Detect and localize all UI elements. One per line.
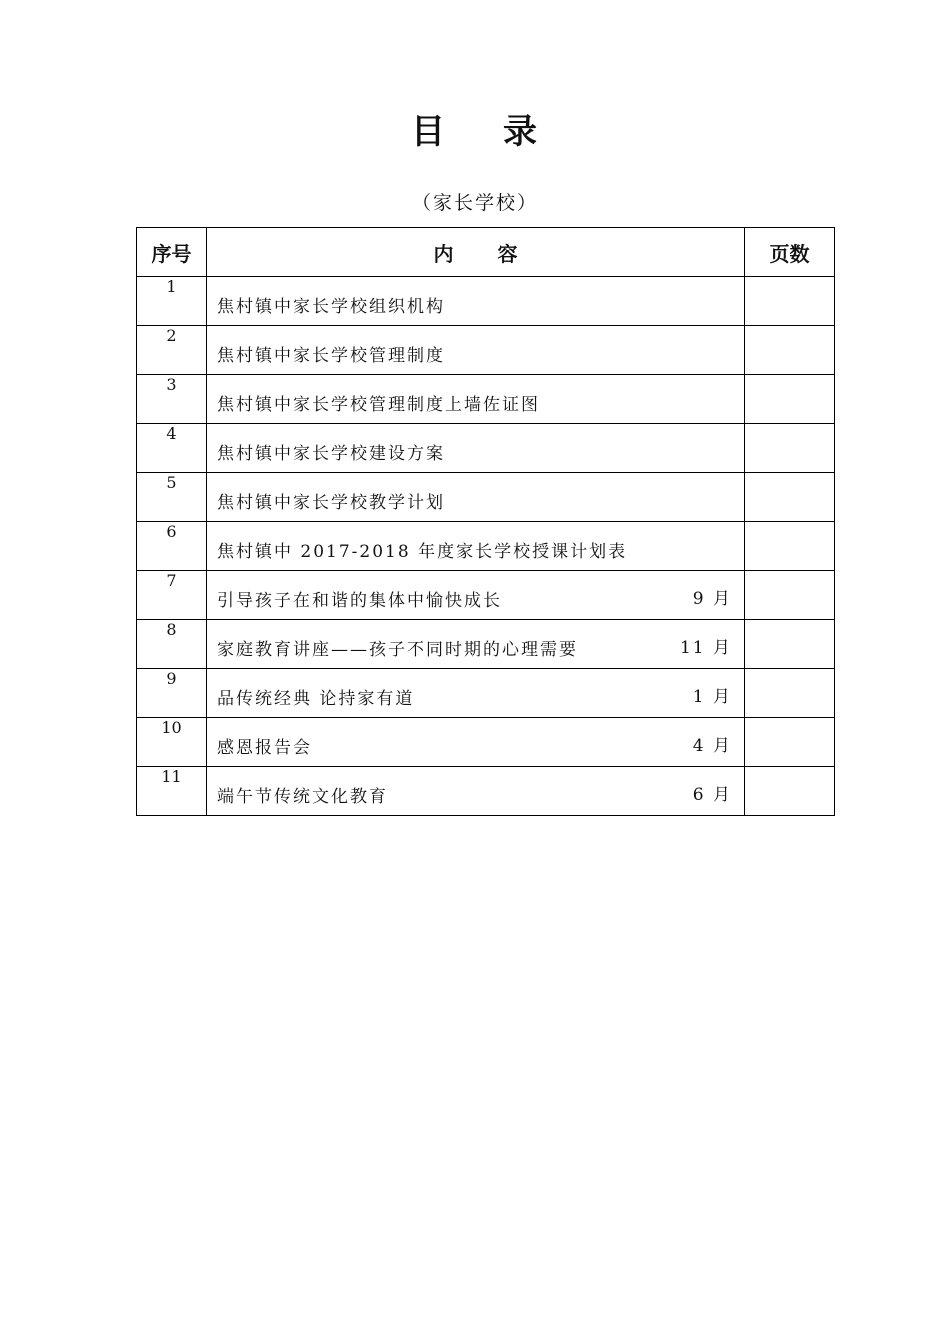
row-page <box>745 669 835 718</box>
row-content-cell <box>207 620 745 669</box>
row-page <box>745 277 835 326</box>
table-row <box>137 424 835 473</box>
row-content-cell <box>207 522 745 571</box>
row-content: 感恩报告会 <box>217 737 312 758</box>
row-number: 8 <box>137 620 207 669</box>
contents-table <box>136 227 835 816</box>
row-content: 品传统经典 论持家有道 <box>217 688 415 709</box>
row-page <box>745 571 835 620</box>
table-row <box>137 620 835 669</box>
row-content: 引导孩子在和谐的集体中愉快成长 <box>217 590 502 611</box>
row-content-cell <box>207 473 745 522</box>
table-row <box>137 277 835 326</box>
title-part-2: 录 <box>503 112 539 152</box>
row-content-cell <box>207 375 745 424</box>
table-row <box>137 718 835 767</box>
table-row <box>137 522 835 571</box>
row-content: 端午节传统文化教育 <box>217 786 388 807</box>
header-page: 页数 <box>745 228 835 277</box>
row-content-cell <box>207 571 745 620</box>
row-content: 焦村镇中家长学校建设方案 <box>217 443 445 464</box>
row-number: 6 <box>137 522 207 571</box>
page-title <box>0 104 950 153</box>
table-row <box>137 473 835 522</box>
row-month: 4 月 <box>692 735 732 756</box>
row-page <box>745 473 835 522</box>
row-page <box>745 767 835 816</box>
row-number: 1 <box>137 277 207 326</box>
row-number: 4 <box>137 424 207 473</box>
row-content-cell <box>207 424 745 473</box>
row-page <box>745 718 835 767</box>
row-content-cell <box>207 669 745 718</box>
page-subtitle: （家长学校） <box>411 192 538 214</box>
row-page <box>745 620 835 669</box>
row-number: 11 <box>137 767 207 816</box>
row-month: 9 月 <box>692 588 732 609</box>
row-content-cell <box>207 326 745 375</box>
row-number: 9 <box>137 669 207 718</box>
row-content: 焦村镇中家长学校组织机构 <box>217 296 445 317</box>
table-row <box>137 375 835 424</box>
row-number: 5 <box>137 473 207 522</box>
row-page <box>745 375 835 424</box>
row-month: 1 月 <box>692 686 732 707</box>
row-month: 11 月 <box>679 637 732 658</box>
contents-table-body <box>137 277 835 816</box>
row-content-cell <box>207 767 745 816</box>
row-page <box>745 522 835 571</box>
title-part-1: 目 <box>411 112 447 152</box>
row-content-cell <box>207 277 745 326</box>
table-row <box>137 767 835 816</box>
row-number: 3 <box>137 375 207 424</box>
table-row <box>137 571 835 620</box>
row-content: 焦村镇中家长学校管理制度上墙佐证图 <box>217 394 540 415</box>
row-content: 焦村镇中家长学校管理制度 <box>217 345 445 366</box>
header-content-part-1: 内 <box>433 241 454 266</box>
row-page <box>745 326 835 375</box>
row-month: 6 月 <box>692 784 732 805</box>
row-content: 焦村镇中家长学校教学计划 <box>217 492 445 513</box>
header-content <box>207 228 745 277</box>
row-number: 10 <box>137 718 207 767</box>
header-number: 序号 <box>137 228 207 277</box>
row-content: 家庭教育讲座——孩子不同时期的心理需要 <box>217 639 578 660</box>
header-content-part-2: 容 <box>497 241 518 266</box>
header-row <box>137 228 835 277</box>
row-number: 2 <box>137 326 207 375</box>
table-row <box>137 326 835 375</box>
row-page <box>745 424 835 473</box>
row-content-cell <box>207 718 745 767</box>
row-content: 焦村镇中 2017-2018 年度家长学校授课计划表 <box>217 541 628 562</box>
table-row <box>137 669 835 718</box>
row-number: 7 <box>137 571 207 620</box>
